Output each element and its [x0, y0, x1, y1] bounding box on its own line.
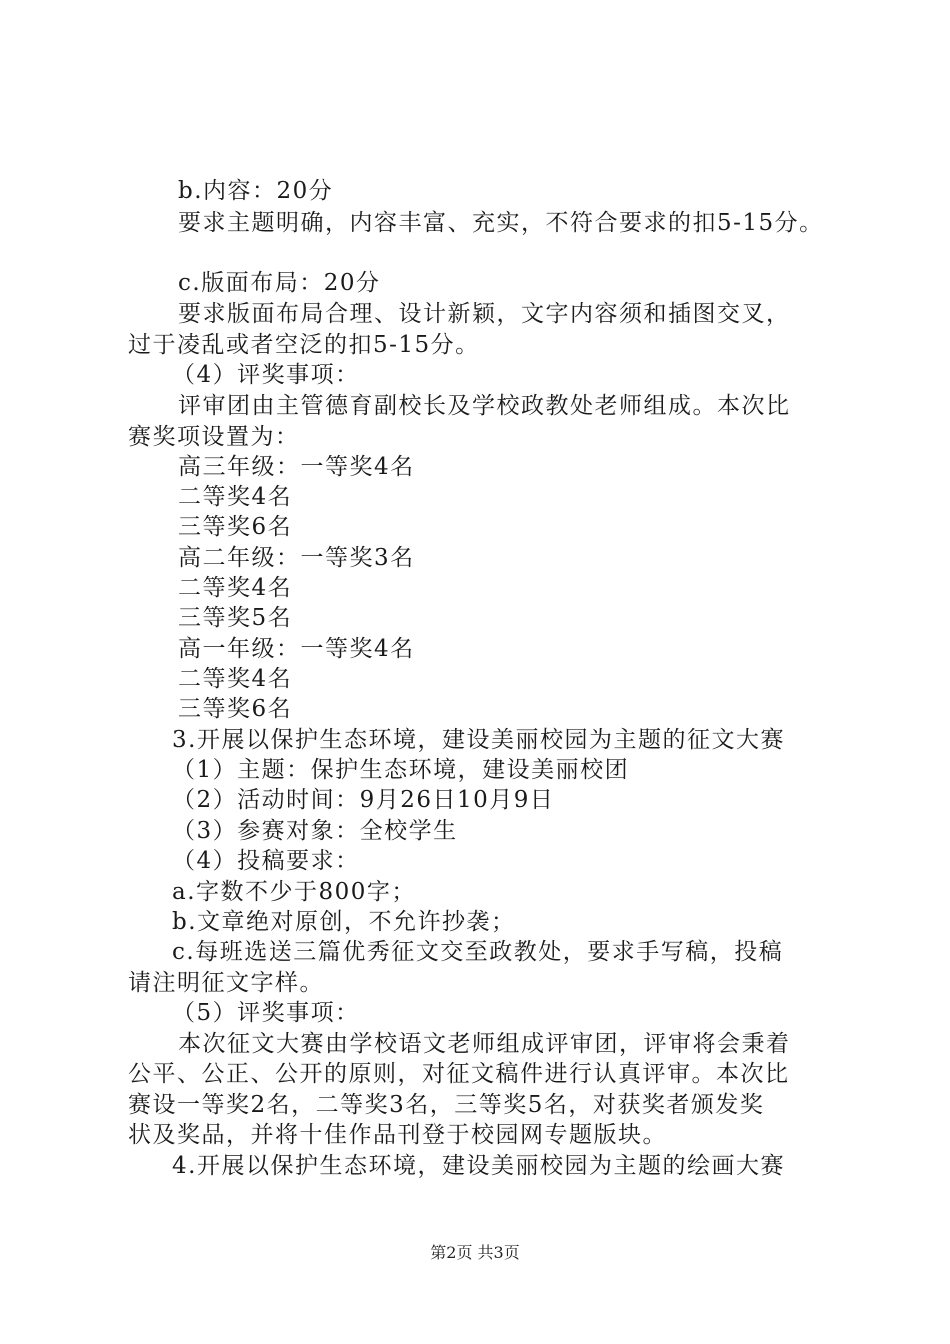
page-footer: 第2页 共3页 [430, 1243, 520, 1262]
text-line: 高一年级：一等奖4名 [178, 636, 415, 662]
text-line: （4）投稿要求： [172, 848, 360, 874]
text-line: 高二年级：一等奖3名 [178, 545, 415, 571]
text-line: 三等奖6名 [178, 514, 293, 540]
text-line: （1）主题：保护生态环境，建设美丽校团 [172, 757, 630, 783]
text-line: b.文章绝对原创，不允许抄袭； [172, 909, 516, 935]
text-line: 赛设一等奖2名，二等奖3名，三等奖5名，对获奖者颁发奖 [128, 1092, 765, 1118]
text-line: 三等奖6名 [178, 696, 293, 722]
text-line: 二等奖4名 [178, 484, 293, 510]
text-line: （3）参赛对象：全校学生 [172, 818, 458, 844]
text-line: （2）活动时间：9月26日10月9日 [172, 787, 555, 813]
text-line: 评审团由主管德育副校长及学校政教处老师组成。本次比 [178, 393, 791, 419]
section-heading: 4.开展以保护生态环境，建设美丽校园为主题的绘画大赛 [172, 1153, 785, 1179]
text-line: 二等奖4名 [178, 575, 293, 601]
text-line: 过于凌乱或者空泛的扣5-15分。 [128, 332, 480, 358]
text-line: a.字数不少于800字； [172, 879, 416, 905]
text-line: 赛奖项设置为： [128, 424, 300, 450]
text-line: 二等奖4名 [178, 666, 293, 692]
text-line: 状及奖品，并将十佳作品刊登于校园网专题版块。 [128, 1122, 667, 1148]
section-heading: 3.开展以保护生态环境，建设美丽校园为主题的征文大赛 [172, 727, 785, 753]
text-line: 本次征文大赛由学校语文老师组成评审团，评审将会秉着 [178, 1031, 791, 1057]
text-line: c.版面布局：20分 [178, 270, 381, 296]
text-line: 公平、公正、公开的原则，对征文稿件进行认真评审。本次比 [128, 1061, 790, 1087]
text-line: （5）评奖事项： [172, 1000, 360, 1026]
text-line: c.每班选送三篇优秀征文交至政教处，要求手写稿，投稿 [172, 939, 784, 965]
text-line: 三等奖5名 [178, 605, 293, 631]
text-line: 请注明征文字样。 [128, 970, 324, 996]
text-line: b.内容：20分 [178, 178, 334, 204]
text-line: 要求主题明确，内容丰富、充实，不符合要求的扣5-15分。 [178, 210, 824, 236]
text-line: 高三年级：一等奖4名 [178, 454, 415, 480]
text-line: （4）评奖事项： [172, 362, 360, 388]
text-line: 要求版面布局合理、设计新颖，文字内容须和插图交叉， [178, 301, 791, 327]
